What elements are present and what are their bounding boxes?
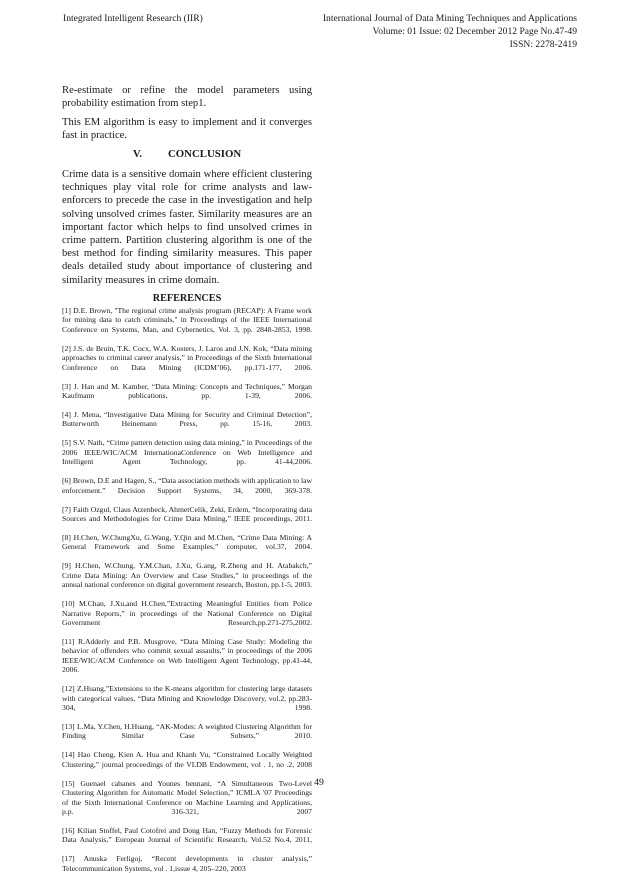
- reference-14: [14] Hao Cheng, Kien A. Hua and Khanh Vu, “Constrained Locally Weighted Clustering,” journal proceedings of the VLDB Endowment, vol . 1, no .2, 2008: [62, 750, 312, 769]
- page-number: 49: [314, 777, 324, 788]
- reference-13: [13] L.Ma, Y.Chen, H.Huang, “AK-Modes: A weighted Clustering Algorithm for Finding Similar Case Subsets,” 2010.: [62, 721, 312, 741]
- reference-9: [9] H.Chen, W.Chung, Y.M.Chan, J.Xu, G.ang, R.Zheng and H. Atabakch,” Crime Data Mining: An Overview and Case Studies,” in proceedings of the annual national conference on digital government research, Boston, pp.1-5, 2003.: [62, 561, 312, 590]
- journal-info: [323, 12, 577, 51]
- section-number: V.: [132, 148, 142, 160]
- reference-10: [10] M.Chan, J.Xu,and H.Chen,”Extracting Meaningful Entities from Police Narrative Reports,” in proceedings of the National Conference on Digital Government Research,pp.271-275,2002.: [62, 599, 312, 627]
- reference-16: [16] Kilian Stoffel, Paul Cotofrei and Dong Han, “Fuzzy Methods for Forensic Data Analysis,” European Journal of Scientific Research, Vol.52 No.4, 2011,: [62, 825, 312, 845]
- reference-1: [1] D.E. Brown, "The regional crime analysis program (RECAP): A Frame work for mining data to catch criminals," in Proceedings of the IEEE International Conference on Systems, Man, and Cybernetics, Vol. 3, pp. 2848-2853, 1998.: [62, 306, 312, 334]
- reference-12: [12] Z.Huang,”Extensions to the K-means algorithm for clustering large datasets with categorical values, “Data Mining and Knowledge Discovery, vol.2, pp.283-304, 1998.: [62, 684, 312, 713]
- reference-2: [2] J.S. de Bruin, T.K. Cocx, W.A. Kosters, J. Laros and J.N. Kok, “Data mining approaches to criminal career analysis,” in Proceedings of the Sixth International Conference on Data Mining (ICDM’06), pp.171-177, 2006.: [62, 343, 312, 372]
- journal-issue: Volume: 01 Issue: 02 December 2012 Page No.47-49: [372, 26, 577, 37]
- conclusion-paragraph: Crime data is a sensitive domain where efficient clustering techniques play vital role for crime analysts and law-enforcers to precede the case in the investigation and help solving unsolved crimes faster. Similarity measures are an important factor which helps to find unsolved crimes in crime pattern. Partition clustering algorithm is one of the best method for finding similarity measures. This paper deals detailed study about importance of clustering and similarity measures in crime domain.: [62, 169, 312, 286]
- reference-15: [15] Guenael cabanes and Younes bennani, “A Simultaneous Two-Level Clustering Algorithm for Automatic Model Selection,” ICMLA '07 Proceedings of the Sixth International Conference on Machine Learning and Applications, p.p. 316-321, 2007: [62, 778, 312, 817]
- journal-publisher: Integrated Intelligent Research (IIR): [63, 13, 203, 24]
- paragraph-em-summary: This EM algorithm is easy to implement and it converges fast in practice.: [62, 117, 312, 142]
- reference-11: [11] R.Adderly and P.B. Musgrove, “Data Mining Case Study: Modeling the behavior of offenders who commit sexual assaults,” in proceedings of the 2006 IEEE/WIC/ACM Conference on Web Intelligent Agent Technology, pp.41-44, 2006.: [62, 636, 312, 675]
- reference-5: [5] S.V. Nath, “Crime pattern detection using data mining,” in Proceedings of the 2006 IEEE/WIC/ACM InternationaConference on Web Intelligence and Intelligent Agent Technology, pp. 41-44,2006.: [62, 438, 312, 467]
- journal-title: International Journal of Data Mining Techniques and Applications: [322, 13, 577, 24]
- references-title: REFERENCES: [152, 293, 222, 304]
- reference-7: [7] Faith Ozgul, Claus Atzenbeck, AhmetCelik, Zeki, Erdem, “Incorporating data Sources and Methodologies for Crime Data Mining,” IEEE proceedings, 2011.: [62, 504, 312, 523]
- section-heading: [62, 148, 312, 160]
- reference-17: [17] Anuska Ferligoj, “Recent developments in cluster analysis,” Telecommunication Systems, vol . 1,issue 4, 205–220, 2003: [62, 854, 312, 873]
- paragraph-em-step: Re-estimate or refine the model parameters using probability estimation from step1.: [62, 85, 312, 110]
- reference-4: [4] J. Mena, “Investigative Data Mining for Security and Criminal Detection”, Butterworth Heinemann Press, pp. 15-16, 2003.: [62, 409, 312, 429]
- reference-8: [8] H.Chen, W.ChungXu, G.Wang, Y.Qin and M.Chen, “Crime Data Mining: A General Framework and Some Examples,” computer, vol.37, 2004.: [62, 532, 312, 552]
- reference-3: [3] J. Han and M. Kamber, “Data Mining: Concepts and Techniques,” Morgan Kaufmann publications, pp. 1-39, 2006.: [62, 381, 312, 401]
- reference-6: [6] Brown, D.E and Hagen, S., “Data association methods with application to law enforcement.” Decision Support Systems, 34, 2000, 369-378.: [62, 476, 312, 495]
- section-title: CONCLUSION: [167, 148, 242, 160]
- journal-issn: ISSN: 2278-2419: [509, 39, 577, 50]
